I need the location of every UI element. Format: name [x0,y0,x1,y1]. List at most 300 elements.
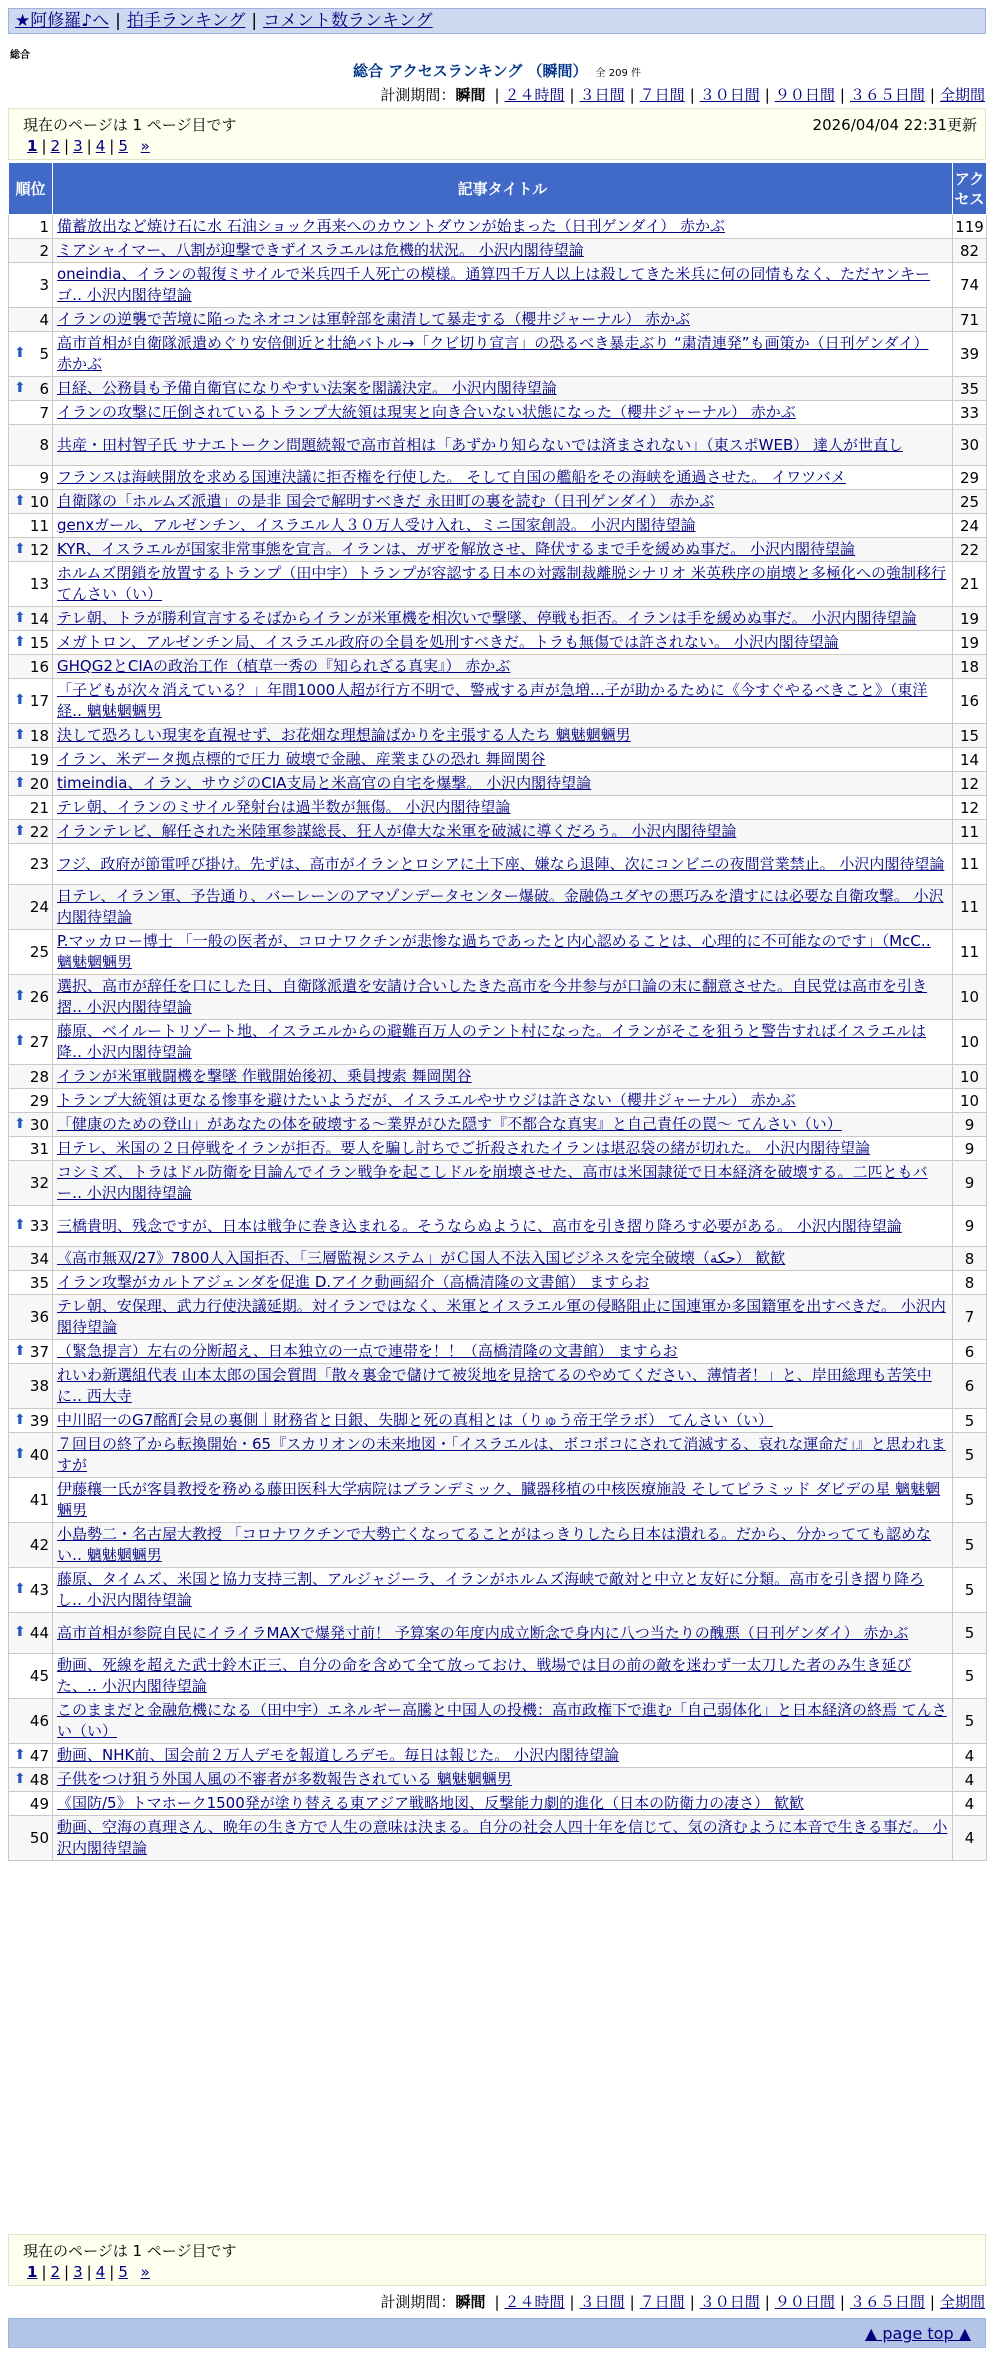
period-link[interactable]: ９０日間 [774,2293,835,2311]
rank-number: 13 [29,575,49,593]
title-cell [53,490,953,514]
access-count: 71 [953,308,987,332]
period-separator: | [839,86,845,104]
rank-number: 29 [29,1091,49,1110]
rank-number: 43 [29,1581,49,1599]
rank-up-arrow-icon: ⬆ [14,692,26,708]
article-title-link[interactable]: GHQG2とCIAの政治工作（植草一秀の『知られざる真実』） 赤かぶ [57,657,511,675]
rank-cell [9,1161,53,1206]
period-separator: | [764,2293,770,2311]
pager-top [8,108,986,160]
table-row [9,655,987,679]
rank-cell [9,466,53,490]
rank-cell [9,1020,53,1065]
title-cell [53,1768,953,1792]
title-cell [53,1744,953,1768]
period-link[interactable]: ３６５日間 [849,2293,925,2311]
rank-up-arrow-icon: ⬆ [14,1446,26,1462]
page-link[interactable]: 3 [73,2263,83,2281]
rank-cell [9,679,53,724]
access-count: 5 [953,1409,987,1433]
rank-cell [9,514,53,538]
rank-cell [9,1744,53,1768]
article-title-link[interactable]: 藤原、ベイルートリゾート地、イスラエルからの避難百万人のテント村になった。イランがそこを狙うと警告すればイスラエルは降‥ 小沢内閣待望論 [57,1022,926,1061]
access-count: 5 [953,1568,987,1613]
table-row [9,1478,987,1523]
article-title-link[interactable]: イランが米軍戦闘機を撃墜 作戦開始後初、乗員捜索 舞岡関谷 [57,1067,472,1085]
access-count: 19 [953,631,987,655]
table-row [9,263,987,308]
access-count: 5 [953,1654,987,1699]
rank-number: 9 [39,468,49,487]
page-separator [132,137,137,155]
article-title-link[interactable]: 子供をつけ狙う外国人風の不審者が多数報告されている 魑魅魍魎男 [57,1770,512,1788]
total-count: 全 209 件 [595,68,641,79]
title-cell [53,820,953,844]
rank-cell [9,1568,53,1613]
period-current: 瞬間 [455,86,486,104]
ranking-title: 総合 アクセスランキング （瞬間） [353,62,588,80]
footer-bar [8,2318,986,2348]
rank-cell [9,655,53,679]
table-row [9,1340,987,1364]
article-title-link[interactable]: フランスは海峡開放を求める国連決議に拒否権を行使した。 そして自国の艦船をその海峡を通過させた。 イワツバメ [57,468,846,486]
rank-number: 22 [29,822,49,841]
rank-number: 38 [29,1377,49,1395]
page-separator: | [109,137,115,155]
rank-cell [9,724,53,748]
article-title-link[interactable]: トランプ大統領は更なる惨事を避けたいようだが、イスラエルやサウジは許さない（櫻井ジャーナル） 赤かぶ [57,1091,796,1109]
article-title-link[interactable]: 「子どもが次々消えている？」年間1000人超が行方不明で、警戒する声が急増…子が助かるために《今すぐやるべきこと》（東洋経‥ 魑魅魍魎男 [57,681,928,720]
rank-cell [9,772,53,796]
period-link[interactable]: ９０日間 [774,86,835,104]
article-title-link[interactable]: timeindia、イラン、サウジのCIA支局と米高官の自宅を爆撃。 小沢内閣待望論 [57,774,592,792]
rank-up-arrow-icon: ⬆ [14,609,26,626]
rank-up-arrow-icon: ⬆ [14,492,26,509]
page-link[interactable]: 5 [118,137,128,155]
page-link[interactable]: 2 [50,2263,61,2281]
rank-cell [9,263,53,308]
title-cell [53,514,953,538]
table-row [9,1568,987,1613]
access-count: 9 [953,1206,987,1247]
rank-up-arrow-icon: ⬆ [14,1581,26,1597]
title-cell [53,930,953,975]
page-top-link[interactable]: ▲ page top ▲ [864,2324,971,2343]
table-row [9,607,987,631]
article-title-link[interactable]: 日経、公務員も予備自衛官になりやすい法案を閣議決定。 小沢内閣待望論 [57,379,557,397]
article-title-link[interactable]: genxガール、アルゼンチン、イスラエル人３０万人受け入れ、ミニ国家創設。 小沢内閣待望論 [57,516,696,534]
rank-cell [9,1792,53,1816]
period-link[interactable]: ２４時間 [504,86,565,104]
title-cell [53,1295,953,1340]
table-row [9,820,987,844]
article-title-link[interactable]: 選択、高市が辞任を口にした日、自衛隊派遣を安請け合いしたきた高市を今井参与が口論の末に翻意させた。自民党は高市を引き摺‥ 小沢内閣待望論 [57,977,928,1016]
period-label: 計測期間： [380,2293,456,2311]
access-count: 74 [953,263,987,308]
title-cell [53,1409,953,1433]
rank-number: 15 [29,633,49,652]
rank-cell [9,401,53,425]
rank-up-arrow-icon: ⬆ [14,345,26,361]
rank-cell [9,1654,53,1699]
title-cell [53,1247,953,1271]
access-count: 39 [953,332,987,377]
next-page-link[interactable]: » [140,137,150,155]
access-count: 12 [953,796,987,820]
title-cell [53,1206,953,1247]
page-links [27,137,150,155]
access-count: 9 [953,1137,987,1161]
rank-cell [9,377,53,401]
table-row [9,239,987,263]
period-link[interactable]: ３６５日間 [849,86,925,104]
access-count: 15 [953,724,987,748]
title-cell [53,724,953,748]
access-count: 21 [953,562,987,607]
article-title-link[interactable]: 動画、死線を超えた武士鈴木正三、自分の命を含めて全て放っておけ、戦場では目の前の敵を迷わず一太刀した者のみ生き延びた、‥ 小沢内閣待望論 [57,1656,912,1695]
rank-up-arrow-icon: ⬆ [14,822,26,839]
article-title-link[interactable]: ミアシャイマー、八割が迎撃できずイスラエルは危機的状況。 小沢内閣待望論 [57,241,584,259]
period-separator: | [569,2293,575,2311]
article-title-link[interactable]: イランの逆襲で苦境に陥ったネオコンは軍幹部を粛清して暴走する（櫻井ジャーナル） 赤かぶ [57,310,691,328]
access-count: 35 [953,377,987,401]
table-row [9,377,987,401]
access-count: 14 [953,748,987,772]
period-separator: | [689,86,695,104]
access-count: 22 [953,538,987,562]
category-label: 総合 [10,50,30,61]
table-row [9,466,987,490]
rank-number: 8 [39,436,49,454]
page-link-current[interactable]: 1 [27,137,38,155]
page-separator: | [64,137,70,155]
comment-ranking-link[interactable]: コメント数ランキング [263,11,433,31]
table-row [9,308,987,332]
article-title-link[interactable]: 三橋貴明、残念ですが、日本は戦争に巻き込まれる。そうならぬように、高市を引き摺り降ろす必要がある。 小沢内閣待望論 [57,1216,902,1235]
nav-separator: | [115,11,121,31]
article-title-link[interactable]: 「健康のための登山」があなたの体を破壊する～業界がひた隠す『不都合な真実』と自己責任の罠～ てんさい（い） [57,1115,842,1133]
access-count: 25 [953,490,987,514]
hakushu-ranking-link[interactable]: 拍手ランキング [126,11,246,31]
rank-cell [9,538,53,562]
rank-number: 49 [29,1794,49,1813]
article-title-link[interactable]: 日テレ、米国の２日停戦をイランが拒否。要人を騙し討ちでご折殺されたイランは堪忍袋の緒が切れた。 小沢内閣待望論 [57,1139,871,1157]
access-count: 82 [953,239,987,263]
rank-up-arrow-icon: ⬆ [14,726,26,743]
access-count: 9 [953,1113,987,1137]
access-count: 119 [953,215,987,239]
access-count: 5 [953,1433,987,1478]
article-title-link[interactable]: 動画、NHK前、国会前２万人デモを報道しろデモ。毎日は報じた。 小沢内閣待望論 [57,1746,619,1764]
title-cell [53,748,953,772]
access-count: 5 [953,1699,987,1744]
page-link[interactable]: 4 [95,137,106,155]
title-cell [53,796,953,820]
article-title-link[interactable]: 決して恐ろしい現実を直視せず、お花畑な理想論ばかりを主張する人たち 魑魅魍魎男 [57,726,631,744]
nav-separator: | [251,11,258,31]
article-title-link[interactable]: このままだと金融危機になる（田中宇）エネルギー高騰と中国人の投機：高市政権下で進む「自己弱体化」と日本経済の終焉 てんさい（い） [57,1701,947,1740]
rank-up-arrow-icon: ⬆ [14,1033,26,1049]
rank-cell [9,1364,53,1409]
rank-up-arrow-icon: ⬆ [14,1411,26,1428]
article-title-link[interactable]: 高市首相が参院自民にイライラMAXで爆発寸前！ 予算案の年度内成立断念で身内に八つ当たりの醜悪（日刊ゲンダイ） 赤かぶ [57,1623,909,1642]
rank-number: 21 [29,798,49,817]
access-count: 7 [953,1295,987,1340]
page-link[interactable]: 4 [95,2263,106,2281]
article-title-link[interactable]: 自衛隊の「ホルムズ派遣」の是非 国会で解明すべきだ 永田町の裏を読む（日刊ゲンダイ） 赤かぶ [57,492,715,510]
rank-cell [9,1613,53,1654]
period-link[interactable]: ７日間 [639,86,685,104]
rank-cell [9,239,53,263]
access-count: 8 [953,1271,987,1295]
article-title-link[interactable]: イラン攻撃がカルトアジェンダを促進 D.アイク動画紹介（高橋清隆の文書館） ますらお [57,1273,650,1291]
table-row [9,679,987,724]
title-cell [53,1654,953,1699]
period-link[interactable]: ３０日間 [699,2293,760,2311]
period-link[interactable]: ２４時間 [504,2293,565,2311]
access-count: 19 [953,607,987,631]
rank-cell [9,930,53,975]
period-link[interactable]: ７日間 [639,2293,685,2311]
table-row [9,724,987,748]
rank-number: 47 [29,1746,49,1765]
page-links [27,2263,150,2281]
article-title-link[interactable]: フジ、政府が節電呼び掛け。先ずは、高市がイランとロシアに土下座、嫌なら退陣、次にコンビニの夜間営業禁止。 小沢内閣待望論 [57,854,945,873]
ranking-table [8,162,987,1861]
rank-cell [9,1206,53,1247]
table-row [9,975,987,1020]
period-separator: | [764,86,770,104]
article-title-link[interactable]: イランの攻撃に圧倒されているトランプ大統領は現実と向き合いない状態になった（櫻井ジャーナル） 赤かぶ [57,403,796,421]
article-title-link[interactable]: 小島勢二・名古屋大教授 「コロナワクチンで大勢亡くなってることがはっきりしたら日本は潰れる。だから、分かってても認めない‥ 魑魅魍魎男 [57,1525,932,1564]
title-cell [53,844,953,885]
article-title-link[interactable]: P.マッカロー博士 「一般の医者が、コロナワクチンが悲惨な過ちであったと内心認めることは、心理的に不可能なのです」（McC‥ 魑魅魍魎男 [57,932,931,971]
title-cell [53,1161,953,1206]
rank-cell [9,1768,53,1792]
page-separator: | [86,137,92,155]
title-cell [53,1364,953,1409]
period-link[interactable]: ３日間 [579,2293,625,2311]
access-count: 11 [953,820,987,844]
rank-number: 30 [29,1115,49,1134]
period-link[interactable]: 全期間 [939,2293,985,2311]
period-current: 瞬間 [455,2293,486,2311]
period-selector-bottom [380,2291,985,2312]
period-separator: | [839,2293,845,2311]
article-title-link[interactable]: ホルムズ閉鎖を放置するトランプ（田中宇）トランプが容認する日本の対露制裁離脱シナリオ 米英秩序の崩壊と多極化への強制移行 てんさい（い） [57,564,947,603]
page-separator [132,2263,137,2281]
rank-cell [9,1271,53,1295]
rank-cell [9,607,53,631]
table-row [9,1065,987,1089]
rank-number: 4 [39,310,49,329]
article-title-link[interactable]: 日テレ、イラン軍、予告通り、バーレーンのアマゾンデータセンター爆破。金融偽ユダヤの悪巧みを潰すには必要な自衛攻撃。 小沢内閣待望論 [57,887,944,926]
rank-up-arrow-icon: ⬆ [14,1217,26,1233]
period-separator: | [494,2293,500,2311]
period-label: 計測期間： [380,86,456,104]
table-row [9,1523,987,1568]
title-cell [53,1816,953,1861]
rank-cell [9,1137,53,1161]
rank-number: 24 [29,898,49,916]
table-row [9,1137,987,1161]
table-row [9,215,987,239]
rank-cell [9,562,53,607]
table-row [9,885,987,930]
table-row [9,631,987,655]
article-title-link[interactable]: コシミズ、トラはドル防衛を目論んでイラン戦争を起こしドルを崩壊させた、高市は米国隷従で日本経済を破壊する。二匹ともバー‥ 小沢内閣待望論 [57,1163,928,1202]
rank-up-arrow-icon: ⬆ [14,1770,26,1787]
rank-up-arrow-icon: ⬆ [14,988,26,1004]
article-title-link[interactable]: KYR、イスラエルが国家非常事態を宣言。イランは、ガザを解放させ、降伏するまで手を緩めぬ事だ。 小沢内閣待望論 [57,540,856,558]
article-title-link[interactable]: 《高市無双/27》7800人入国拒否、「三層監視システム」がＣ国人不法入国ビジネスを完全破壊（حكة‎） 歓歓 [57,1249,786,1267]
table-row [9,1409,987,1433]
article-title-link[interactable]: ７回目の終了から転換開始・65『スカリオンの未来地図・「イスラエルは、ボコボコにされて消滅する、哀れな運命だ」』と思われますが [57,1435,946,1474]
period-link[interactable]: ３日間 [579,86,625,104]
title-cell [53,607,953,631]
article-title-link[interactable]: 《国防/5》トマホーク1500発が塗り替える東アジア戦略地図、反撃能力劇的進化（日本の防衛力の凄さ） 歓歓 [57,1794,804,1812]
access-count: 4 [953,1792,987,1816]
access-count: 11 [953,930,987,975]
rank-number: 34 [29,1249,49,1268]
next-page-link[interactable]: » [140,2263,150,2281]
article-title-link[interactable]: テレ朝、安保理、武力行使決議延期。対イランではなく、米軍とイスラエル軍の侵略阻止に国連軍か多国籍軍を出すべきだ。 小沢内閣待望論 [57,1297,946,1336]
table-row [9,332,987,377]
rank-cell [9,885,53,930]
table-row [9,490,987,514]
period-link[interactable]: 全期間 [939,86,985,104]
rank-number: 37 [29,1342,49,1361]
article-title-link[interactable]: 動画、空海の真理さん、晩年の生き方で人生の意味は決まる。自分の社会人四十年を信じて、気の済むように本音で生きる事だ。 小沢内閣待望論 [57,1818,948,1857]
access-count: 12 [953,772,987,796]
page-link[interactable]: 5 [118,2263,128,2281]
access-count: 24 [953,514,987,538]
article-title-link[interactable]: 備蓄放出など焼け石に水 石油ショック再来へのカウントダウンが始まった（日刊ゲンダイ） 赤かぶ [57,217,726,235]
table-row [9,1206,987,1247]
rank-number: 1 [39,217,49,236]
rank-number: 12 [29,540,49,559]
title-cell [53,538,953,562]
rank-number: 31 [29,1139,49,1158]
title-cell [53,562,953,607]
article-title-link[interactable]: メガトロン、アルゼンチン局、イスラエル政府の全員を処刑すべきだ。トラも無傷では許されない。 小沢内閣待望論 [57,633,839,651]
table-row [9,1247,987,1271]
title-cell [53,1137,953,1161]
period-separator: | [494,86,500,104]
table-row [9,1699,987,1744]
access-count: 18 [953,655,987,679]
article-title-link[interactable]: 伊藤穰一氏が客員教授を務める藤田医科大学病院はブランデミック、臓器移植の中核医療施設 そしてピラミッド ダビデの星 魑魅魍魎男 [57,1480,941,1519]
rank-number: 16 [29,657,49,676]
header-access: アクセス [953,163,987,215]
article-title-link[interactable]: テレ朝、イランのミサイル発射台は過半数が無傷。 小沢内閣待望論 [57,798,511,816]
rank-number: 27 [29,1033,49,1051]
rank-up-arrow-icon: ⬆ [14,1115,26,1132]
rank-number: 28 [29,1067,49,1086]
rank-number: 19 [29,750,49,769]
period-selector-top [380,84,985,105]
period-separator: | [929,2293,935,2311]
article-title-link[interactable]: イラン、米データ拠点標的で圧力 破壊で金融、産業まひの恐れ 舞岡関谷 [57,750,546,768]
table-row [9,1364,987,1409]
article-title-link[interactable]: 中川昭一のG7酩酊会見の裏側｜財務省と日銀、失脚と死の真相とは（りゅう帝王学ラボ） てんさい（い） [57,1411,773,1429]
rank-number: 11 [29,516,49,535]
home-link[interactable]: ★阿修羅♪へ [15,11,110,31]
table-row [9,1744,987,1768]
period-separator: | [629,2293,635,2311]
article-title-link[interactable]: 共産・田村智子氏 サナエトークン問題続報で高市首相は「あずかり知らないでは済まされない」（東スポWEB） 達人が世直し [57,435,904,454]
rank-cell [9,332,53,377]
page-title [0,60,994,81]
rank-number: 7 [39,403,49,422]
rank-cell [9,1699,53,1744]
title-cell [53,1340,953,1364]
rank-cell [9,1433,53,1478]
rank-cell [9,1523,53,1568]
rank-cell [9,1340,53,1364]
access-count: 4 [953,1816,987,1861]
article-title-link[interactable]: （緊急提言）左右の分断超え、日本独立の一点で連帯を！！（高橋清隆の文書館） ますらお [57,1342,678,1360]
access-count: 8 [953,1247,987,1271]
rank-number: 25 [29,943,49,961]
rank-number: 26 [29,988,49,1006]
access-count: 30 [953,425,987,466]
rank-number: 14 [29,609,49,628]
article-title-link[interactable]: 高市首相が自衛隊派遣めぐり安倍側近と壮絶バトル→「クビ切り宣言」の恐るべき暴走ぶり “粛清連発”も画策か（日刊ゲンダイ） 赤かぶ [57,334,929,373]
rank-cell [9,844,53,885]
article-title-link[interactable]: 藤原、タイムズ、米国と協力支持三割、アルジャジーラ、イランがホルムズ海峡で敵対と中立と友好に分類。高市を引き摺り降ろし‥ 小沢内閣待望論 [57,1570,925,1609]
title-cell [53,377,953,401]
period-separator: | [929,86,935,104]
title-cell [53,1020,953,1065]
rank-up-arrow-icon: ⬆ [14,379,26,396]
article-title-link[interactable]: れいわ新選組代表 山本太郎の国会質問「散々裏金で儲けて被災地を見捨てるのやめてください、薄情者！」と、岸田総理も苦笑中に‥ 西大寺 [57,1366,932,1405]
period-separator: | [569,86,575,104]
table-row [9,514,987,538]
page-separator: | [64,2263,70,2281]
article-title-link[interactable]: テレ朝、トラが勝利宣言するそばからイランが米軍機を相次いで撃墜、停戦も拒否。イランは手を緩めぬ事だ。 小沢内閣待望論 [57,609,917,627]
rank-number: 44 [29,1624,49,1642]
rank-cell [9,215,53,239]
article-title-link[interactable]: イランテレビ、解任された米陸軍参謀総長、狂人が偉大な米軍を破滅に導くだろう。 小沢内閣待望論 [57,822,737,840]
title-cell [53,1065,953,1089]
table-row [9,1613,987,1654]
period-separator: | [689,2293,695,2311]
page-link[interactable]: 3 [73,137,83,155]
page-link-current[interactable]: 1 [27,2263,38,2281]
rank-cell [9,1247,53,1271]
table-row [9,562,987,607]
page-link[interactable]: 2 [50,137,61,155]
table-row [9,930,987,975]
article-title-link[interactable]: oneindia、イランの報復ミサイルで米兵四千人死亡の模様。通算四千万人以上は殺してきた米兵に何の同情もなく、ただヤンキーゴ‥ 小沢内閣待望論 [57,265,930,304]
access-count: 6 [953,1340,987,1364]
rank-number: 48 [29,1770,49,1789]
table-row [9,1161,987,1206]
access-count: 10 [953,1020,987,1065]
rank-up-arrow-icon: ⬆ [14,1624,26,1640]
table-row [9,401,987,425]
access-count: 5 [953,1613,987,1654]
access-count: 11 [953,885,987,930]
rank-cell [9,1065,53,1089]
rank-cell [9,308,53,332]
period-separator: | [629,86,635,104]
period-link[interactable]: ３０日間 [699,86,760,104]
title-cell [53,975,953,1020]
table-row [9,1768,987,1792]
